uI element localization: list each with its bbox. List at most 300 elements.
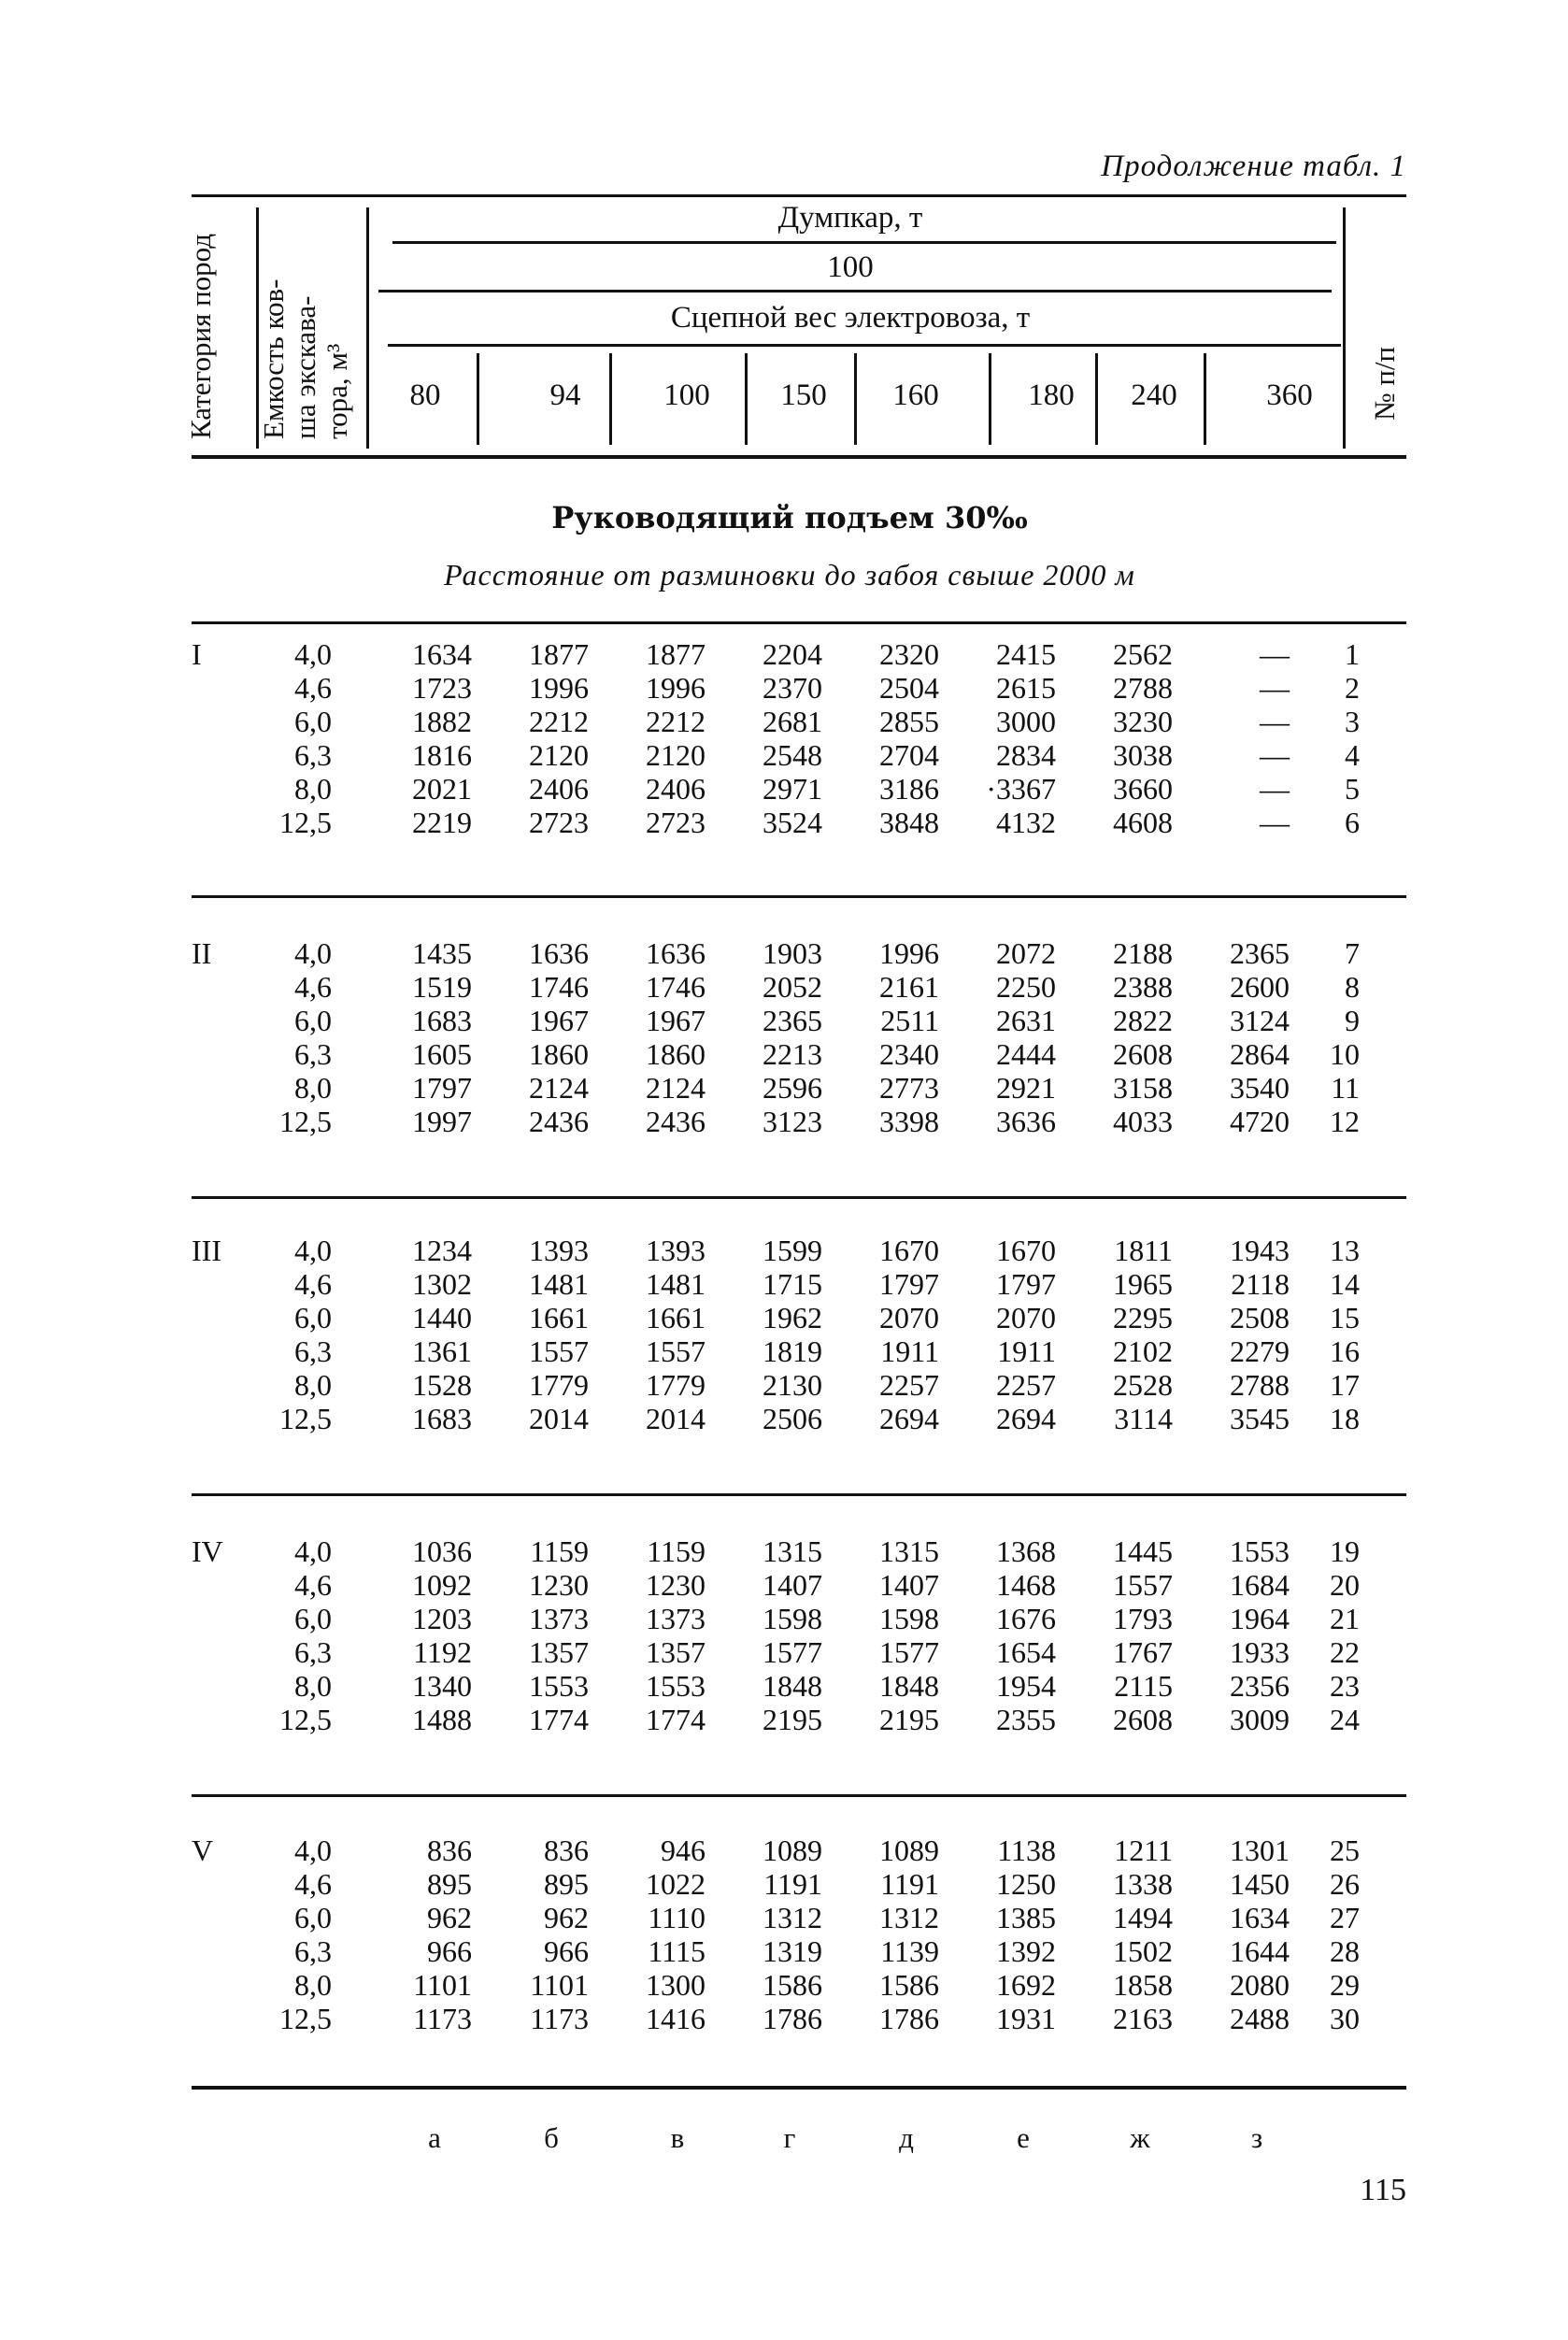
value-cell: 2355	[996, 1703, 1056, 1736]
value-cell: —	[1260, 705, 1290, 738]
table-row	[192, 1635, 1406, 1669]
value-cell: 2130	[763, 1368, 822, 1402]
value-cell: 1598	[879, 1602, 939, 1635]
value-cell: 836	[544, 1833, 589, 1867]
page-number: 115	[1360, 2173, 1406, 2207]
value-cell: 1481	[646, 1267, 706, 1301]
value-cell: 3398	[879, 1105, 939, 1138]
continuation-note: Продолжение табл. 1	[1101, 150, 1406, 183]
value-cell: 1488	[412, 1703, 472, 1736]
weight-divider	[745, 353, 748, 445]
value-cell: 2406	[646, 772, 706, 806]
value-cell: 1636	[646, 936, 706, 970]
bucket-capacity-cell: 8,0	[294, 772, 332, 806]
value-cell: 2320	[879, 637, 939, 671]
value-cell: 1797	[879, 1267, 939, 1301]
value-cell: 3230	[1113, 705, 1173, 738]
value-cell: 1557	[646, 1334, 706, 1368]
bucket-line-3: тора, м³	[321, 343, 353, 439]
value-cell: 2080	[1230, 1968, 1290, 2002]
header-row-number: № п/п	[1368, 346, 1401, 421]
value-cell: 1962	[763, 1301, 822, 1334]
value-cell: 1373	[529, 1602, 589, 1635]
bucket-capacity-cell: 6,0	[294, 1602, 332, 1635]
value-cell: 1586	[879, 1968, 939, 2002]
value-cell: 1676	[996, 1602, 1056, 1635]
value-cell: 1312	[879, 1901, 939, 1934]
value-cell: 1211	[1114, 1833, 1173, 1867]
value-cell: 3848	[879, 806, 939, 839]
value-cell: 2072	[996, 936, 1056, 970]
value-cell: 1996	[646, 671, 706, 705]
table-row	[192, 1968, 1406, 2002]
value-cell: 2118	[1231, 1267, 1290, 1301]
bucket-capacity-cell: 12,5	[279, 1402, 332, 1435]
value-cell: 1774	[646, 1703, 706, 1736]
value-cell: 1191	[880, 1867, 939, 1901]
value-cell: 1301	[1230, 1833, 1290, 1867]
value-cell: 1586	[763, 1968, 822, 2002]
value-cell: 1089	[763, 1833, 822, 1867]
value-cell: 1407	[879, 1568, 939, 1602]
bucket-capacity-cell: 4,6	[294, 1267, 332, 1301]
value-cell: 2788	[1113, 671, 1173, 705]
value-cell: 1234	[412, 1234, 472, 1267]
table-row	[192, 705, 1406, 738]
category-block-II	[192, 936, 1406, 1138]
value-cell: 1634	[1230, 1901, 1290, 1934]
value-cell: 2195	[763, 1703, 822, 1736]
value-cell: 1670	[879, 1234, 939, 1267]
value-cell: 3000	[996, 705, 1056, 738]
category-label: III	[192, 1234, 221, 1267]
value-cell: 1416	[646, 2002, 706, 2035]
row-number-cell: 4	[1345, 738, 1360, 772]
value-cell: 1964	[1230, 1602, 1290, 1635]
table-row	[192, 1833, 1406, 1867]
value-cell: 2365	[763, 1004, 822, 1037]
bucket-capacity-cell: 6,3	[294, 1037, 332, 1071]
value-cell: 1494	[1113, 1901, 1173, 1934]
value-cell: 2014	[646, 1402, 706, 1435]
value-cell: 1797	[412, 1071, 472, 1105]
value-cell: 895	[427, 1867, 472, 1901]
value-cell: 1931	[996, 2002, 1056, 2035]
value-cell: 1911	[880, 1334, 939, 1368]
value-cell: 1997	[412, 1105, 472, 1138]
table-row	[192, 1534, 1406, 1568]
value-cell: 1746	[646, 970, 706, 1004]
category-label: IV	[192, 1534, 223, 1568]
value-cell: 1445	[1113, 1534, 1173, 1568]
value-cell: 1203	[412, 1602, 472, 1635]
value-cell: 2608	[1113, 1703, 1173, 1736]
value-cell: 1996	[529, 671, 589, 705]
row-number-cell: 24	[1330, 1703, 1360, 1736]
value-cell: 1933	[1230, 1635, 1290, 1669]
weight-divider	[989, 353, 991, 445]
row-number-cell: 29	[1330, 1968, 1360, 2002]
value-cell: 2511	[880, 1004, 939, 1037]
value-cell: 1036	[412, 1534, 472, 1568]
bucket-capacity-cell: 4,6	[294, 1568, 332, 1602]
column-letter: ж	[1130, 2121, 1150, 2154]
value-cell: 1368	[996, 1534, 1056, 1568]
weight-100: 100	[663, 378, 710, 412]
value-cell: 1092	[412, 1568, 472, 1602]
value-cell: 1605	[412, 1037, 472, 1071]
value-cell: 1819	[763, 1334, 822, 1368]
value-cell: 1811	[1114, 1234, 1173, 1267]
value-cell: 1683	[412, 1402, 472, 1435]
value-cell: —	[1260, 637, 1290, 671]
bucket-capacity-cell: 8,0	[294, 1968, 332, 2002]
value-cell: 1965	[1113, 1267, 1173, 1301]
value-cell: 1450	[1230, 1867, 1290, 1901]
value-cell: 895	[544, 1867, 589, 1901]
table-row	[192, 1234, 1406, 1267]
table-row	[192, 772, 1406, 806]
value-cell: 1115	[648, 1934, 706, 1968]
value-cell: 2014	[529, 1402, 589, 1435]
value-cell: 2195	[879, 1703, 939, 1736]
value-cell: 2161	[879, 970, 939, 1004]
value-cell: 1797	[996, 1267, 1056, 1301]
weight-180: 180	[1028, 378, 1075, 412]
value-cell: 1683	[412, 1004, 472, 1037]
row-number-cell: 23	[1330, 1669, 1360, 1703]
value-cell: 1911	[997, 1334, 1056, 1368]
row-number-cell: 14	[1330, 1267, 1360, 1301]
value-cell: 2504	[879, 671, 939, 705]
value-cell: 2506	[763, 1402, 822, 1435]
category-label: I	[192, 637, 202, 671]
value-cell: 1230	[646, 1568, 706, 1602]
row-number-cell: 1	[1345, 637, 1360, 671]
loco-weight-header: Сцепной вес электровоза, т	[670, 301, 1031, 335]
block-rule	[192, 1493, 1406, 1496]
row-number-cell: 22	[1330, 1635, 1360, 1669]
value-cell: 1599	[763, 1234, 822, 1267]
value-cell: 2971	[763, 772, 822, 806]
value-cell: 2021	[412, 772, 472, 806]
value-cell: 2822	[1113, 1004, 1173, 1037]
weight-divider	[854, 353, 857, 445]
value-cell: 1385	[996, 1901, 1056, 1934]
bucket-capacity-cell: 12,5	[279, 1105, 332, 1138]
bucket-capacity-cell: 6,0	[294, 1004, 332, 1037]
value-cell: 3540	[1230, 1071, 1290, 1105]
value-cell: 1357	[646, 1635, 706, 1669]
category-block-III	[192, 1234, 1406, 1435]
table-row	[192, 1071, 1406, 1105]
value-cell: 2864	[1230, 1037, 1290, 1071]
value-cell: 2773	[879, 1071, 939, 1105]
value-cell: 2508	[1230, 1301, 1290, 1334]
column-letter: г	[783, 2121, 796, 2154]
category-block-IV	[192, 1534, 1406, 1736]
value-cell: 2388	[1113, 970, 1173, 1004]
value-cell: 2279	[1230, 1334, 1290, 1368]
bucket-capacity-cell: 6,0	[294, 1901, 332, 1934]
value-cell: 2488	[1230, 2002, 1290, 2035]
value-cell: 2370	[763, 671, 822, 705]
value-cell: 1315	[763, 1534, 822, 1568]
value-cell: 966	[427, 1934, 472, 1968]
value-cell: 2788	[1230, 1368, 1290, 1402]
row-number-cell: 30	[1330, 2002, 1360, 2035]
bucket-line-1: Емкость ков-	[257, 278, 290, 439]
value-cell: 2257	[879, 1368, 939, 1402]
value-cell: 1502	[1113, 1934, 1173, 1968]
row-number-cell: 5	[1345, 772, 1360, 806]
value-cell: 2704	[879, 738, 939, 772]
value-cell: 2694	[879, 1402, 939, 1435]
value-cell: 3186	[879, 772, 939, 806]
value-cell: 1746	[529, 970, 589, 1004]
value-cell: 1312	[763, 1901, 822, 1934]
value-cell: 2188	[1113, 936, 1173, 970]
table-row	[192, 1703, 1406, 1736]
value-cell: 3038	[1113, 738, 1173, 772]
value-cell: 4608	[1113, 806, 1173, 839]
table-row	[192, 738, 1406, 772]
value-cell: 2548	[763, 738, 822, 772]
value-cell: 1230	[529, 1568, 589, 1602]
value-cell: 1357	[529, 1635, 589, 1669]
section-title: Руководящий подъем 30‰	[551, 500, 1028, 535]
bucket-line-2: ша экскава-	[289, 295, 321, 439]
value-cell: 2257	[996, 1368, 1056, 1402]
weight-divider	[609, 353, 612, 445]
row-number-cell: 20	[1330, 1568, 1360, 1602]
value-cell: 2436	[646, 1105, 706, 1138]
weight-divider	[477, 353, 479, 445]
table-row	[192, 2002, 1406, 2035]
value-cell: 1340	[412, 1669, 472, 1703]
value-cell: 1191	[763, 1867, 822, 1901]
weight-divider	[1343, 207, 1346, 449]
value-cell: 2406	[529, 772, 589, 806]
value-cell: 2250	[996, 970, 1056, 1004]
dumpcar-value-rule	[378, 290, 1332, 292]
value-cell: 1816	[412, 738, 472, 772]
value-cell: 1139	[880, 1934, 939, 1968]
table-row	[192, 637, 1406, 671]
table-row	[192, 1004, 1406, 1037]
row-number-cell: 11	[1331, 1071, 1360, 1105]
table-row	[192, 806, 1406, 839]
value-cell: 1723	[412, 671, 472, 705]
table-row	[192, 1568, 1406, 1602]
value-cell: 1779	[646, 1368, 706, 1402]
value-cell: 2219	[412, 806, 472, 839]
value-cell: 2528	[1113, 1368, 1173, 1402]
row-number-cell: 16	[1330, 1334, 1360, 1368]
value-cell: 2855	[879, 705, 939, 738]
value-cell: 1767	[1113, 1635, 1173, 1669]
value-cell: 2213	[763, 1037, 822, 1071]
value-cell: 1393	[529, 1234, 589, 1267]
row-number-cell: 21	[1330, 1602, 1360, 1635]
bucket-capacity-cell: 4,6	[294, 1867, 332, 1901]
weight-94: 94	[549, 378, 581, 412]
row-number-cell: 13	[1330, 1234, 1360, 1267]
value-cell: 2723	[529, 806, 589, 839]
value-cell: 1877	[646, 637, 706, 671]
value-cell: 946	[661, 1833, 706, 1867]
value-cell: 2834	[996, 738, 1056, 772]
header-bucket-capacity	[258, 279, 353, 439]
loco-weight-rule	[388, 344, 1341, 347]
value-cell: 3124	[1230, 1004, 1290, 1037]
table-row	[192, 1368, 1406, 1402]
value-cell: 1903	[763, 936, 822, 970]
value-cell: 1661	[529, 1301, 589, 1334]
value-cell: 1553	[646, 1669, 706, 1703]
value-cell: 1468	[996, 1568, 1056, 1602]
header-category: Категория пород	[184, 233, 217, 439]
row-number-cell: 9	[1345, 1004, 1360, 1037]
weight-150: 150	[780, 378, 827, 412]
value-cell: 1110	[648, 1901, 706, 1934]
value-cell: 1786	[763, 2002, 822, 2035]
table-row	[192, 1037, 1406, 1071]
value-cell: ·3367	[986, 772, 1056, 806]
value-cell: 1393	[646, 1234, 706, 1267]
value-cell: 3158	[1113, 1071, 1173, 1105]
weight-360: 360	[1266, 378, 1313, 412]
row-number-cell: 26	[1330, 1867, 1360, 1901]
row-number-cell: 19	[1330, 1534, 1360, 1568]
value-cell: 2608	[1113, 1037, 1173, 1071]
value-cell: 2120	[529, 738, 589, 772]
value-cell: 1670	[996, 1234, 1056, 1267]
table-row	[192, 1669, 1406, 1703]
value-cell: 3636	[996, 1105, 1056, 1138]
row-number-cell: 17	[1330, 1368, 1360, 1402]
bucket-capacity-cell: 12,5	[279, 2002, 332, 2035]
value-cell: 966	[544, 1934, 589, 1968]
row-number-cell: 28	[1330, 1934, 1360, 1968]
value-cell: 4720	[1230, 1105, 1290, 1138]
value-cell: 1302	[412, 1267, 472, 1301]
weight-divider	[1095, 353, 1098, 445]
value-cell: 1250	[996, 1867, 1056, 1901]
value-cell: 3123	[763, 1105, 822, 1138]
value-cell: 1848	[763, 1669, 822, 1703]
header-separator	[366, 207, 369, 449]
value-cell: 2615	[996, 671, 1056, 705]
value-cell: 836	[427, 1833, 472, 1867]
value-cell: 1684	[1230, 1568, 1290, 1602]
value-cell: 1315	[879, 1534, 939, 1568]
value-cell: 2444	[996, 1037, 1056, 1071]
row-number-cell: 25	[1330, 1833, 1360, 1867]
value-cell: 1159	[647, 1534, 706, 1568]
value-cell: 1089	[879, 1833, 939, 1867]
value-cell: 2295	[1113, 1301, 1173, 1334]
row-number-cell: 6	[1345, 806, 1360, 839]
value-cell: 1848	[879, 1669, 939, 1703]
table-row	[192, 1301, 1406, 1334]
value-cell: 1877	[529, 637, 589, 671]
value-cell: 1338	[1113, 1867, 1173, 1901]
bucket-capacity-cell: 6,0	[294, 705, 332, 738]
value-cell: 1774	[529, 1703, 589, 1736]
value-cell: 1138	[997, 1833, 1056, 1867]
value-cell: 1440	[412, 1301, 472, 1334]
dumpcar-rule	[392, 241, 1336, 244]
weight-160: 160	[892, 378, 939, 412]
value-cell: 4033	[1113, 1105, 1173, 1138]
value-cell: 2102	[1113, 1334, 1173, 1368]
value-cell: 3114	[1114, 1402, 1173, 1435]
table-row	[192, 1867, 1406, 1901]
value-cell: 1173	[530, 2002, 589, 2035]
bucket-capacity-cell: 6,3	[294, 1635, 332, 1669]
value-cell: 2340	[879, 1037, 939, 1071]
block-rule	[192, 895, 1406, 898]
value-cell: 2163	[1113, 2002, 1173, 2035]
value-cell: 1715	[763, 1267, 822, 1301]
value-cell: 1392	[996, 1934, 1056, 1968]
value-cell: 2723	[646, 806, 706, 839]
value-cell: 2681	[763, 705, 822, 738]
value-cell: —	[1260, 671, 1290, 705]
value-cell: 2120	[646, 738, 706, 772]
value-cell: 2070	[879, 1301, 939, 1334]
table-row	[192, 671, 1406, 705]
value-cell: 1528	[412, 1368, 472, 1402]
table-row	[192, 970, 1406, 1004]
value-cell: 1598	[763, 1602, 822, 1635]
value-cell: 2921	[996, 1071, 1056, 1105]
value-cell: 962	[544, 1901, 589, 1934]
value-cell: 2124	[529, 1071, 589, 1105]
bucket-capacity-cell: 6,0	[294, 1301, 332, 1334]
table-row	[192, 1934, 1406, 1968]
value-cell: 1954	[996, 1669, 1056, 1703]
value-cell: 1860	[529, 1037, 589, 1071]
row-number-cell: 27	[1330, 1901, 1360, 1934]
value-cell: 1661	[646, 1301, 706, 1334]
value-cell: 3524	[763, 806, 822, 839]
row-number-cell: 8	[1345, 970, 1360, 1004]
bucket-capacity-cell: 8,0	[294, 1669, 332, 1703]
bucket-capacity-cell: 6,3	[294, 738, 332, 772]
table-row	[192, 1334, 1406, 1368]
value-cell: 4132	[996, 806, 1056, 839]
value-cell: 1577	[879, 1635, 939, 1669]
value-cell: —	[1260, 772, 1290, 806]
value-cell: 2596	[763, 1071, 822, 1105]
value-cell: 1519	[412, 970, 472, 1004]
value-cell: 1577	[763, 1635, 822, 1669]
value-cell: —	[1260, 738, 1290, 772]
value-cell: 1644	[1230, 1934, 1290, 1968]
value-cell: 1101	[530, 1968, 589, 2002]
bucket-capacity-cell: 4,0	[294, 1534, 332, 1568]
row-number-cell: 15	[1330, 1301, 1360, 1334]
bucket-capacity-cell: 4,6	[294, 970, 332, 1004]
value-cell: 1192	[413, 1635, 472, 1669]
row-number-cell: 2	[1345, 671, 1360, 705]
category-label: II	[192, 936, 212, 970]
bucket-capacity-cell: 4,0	[294, 1833, 332, 1867]
value-cell: 1793	[1113, 1602, 1173, 1635]
value-cell: 1553	[1230, 1534, 1290, 1568]
